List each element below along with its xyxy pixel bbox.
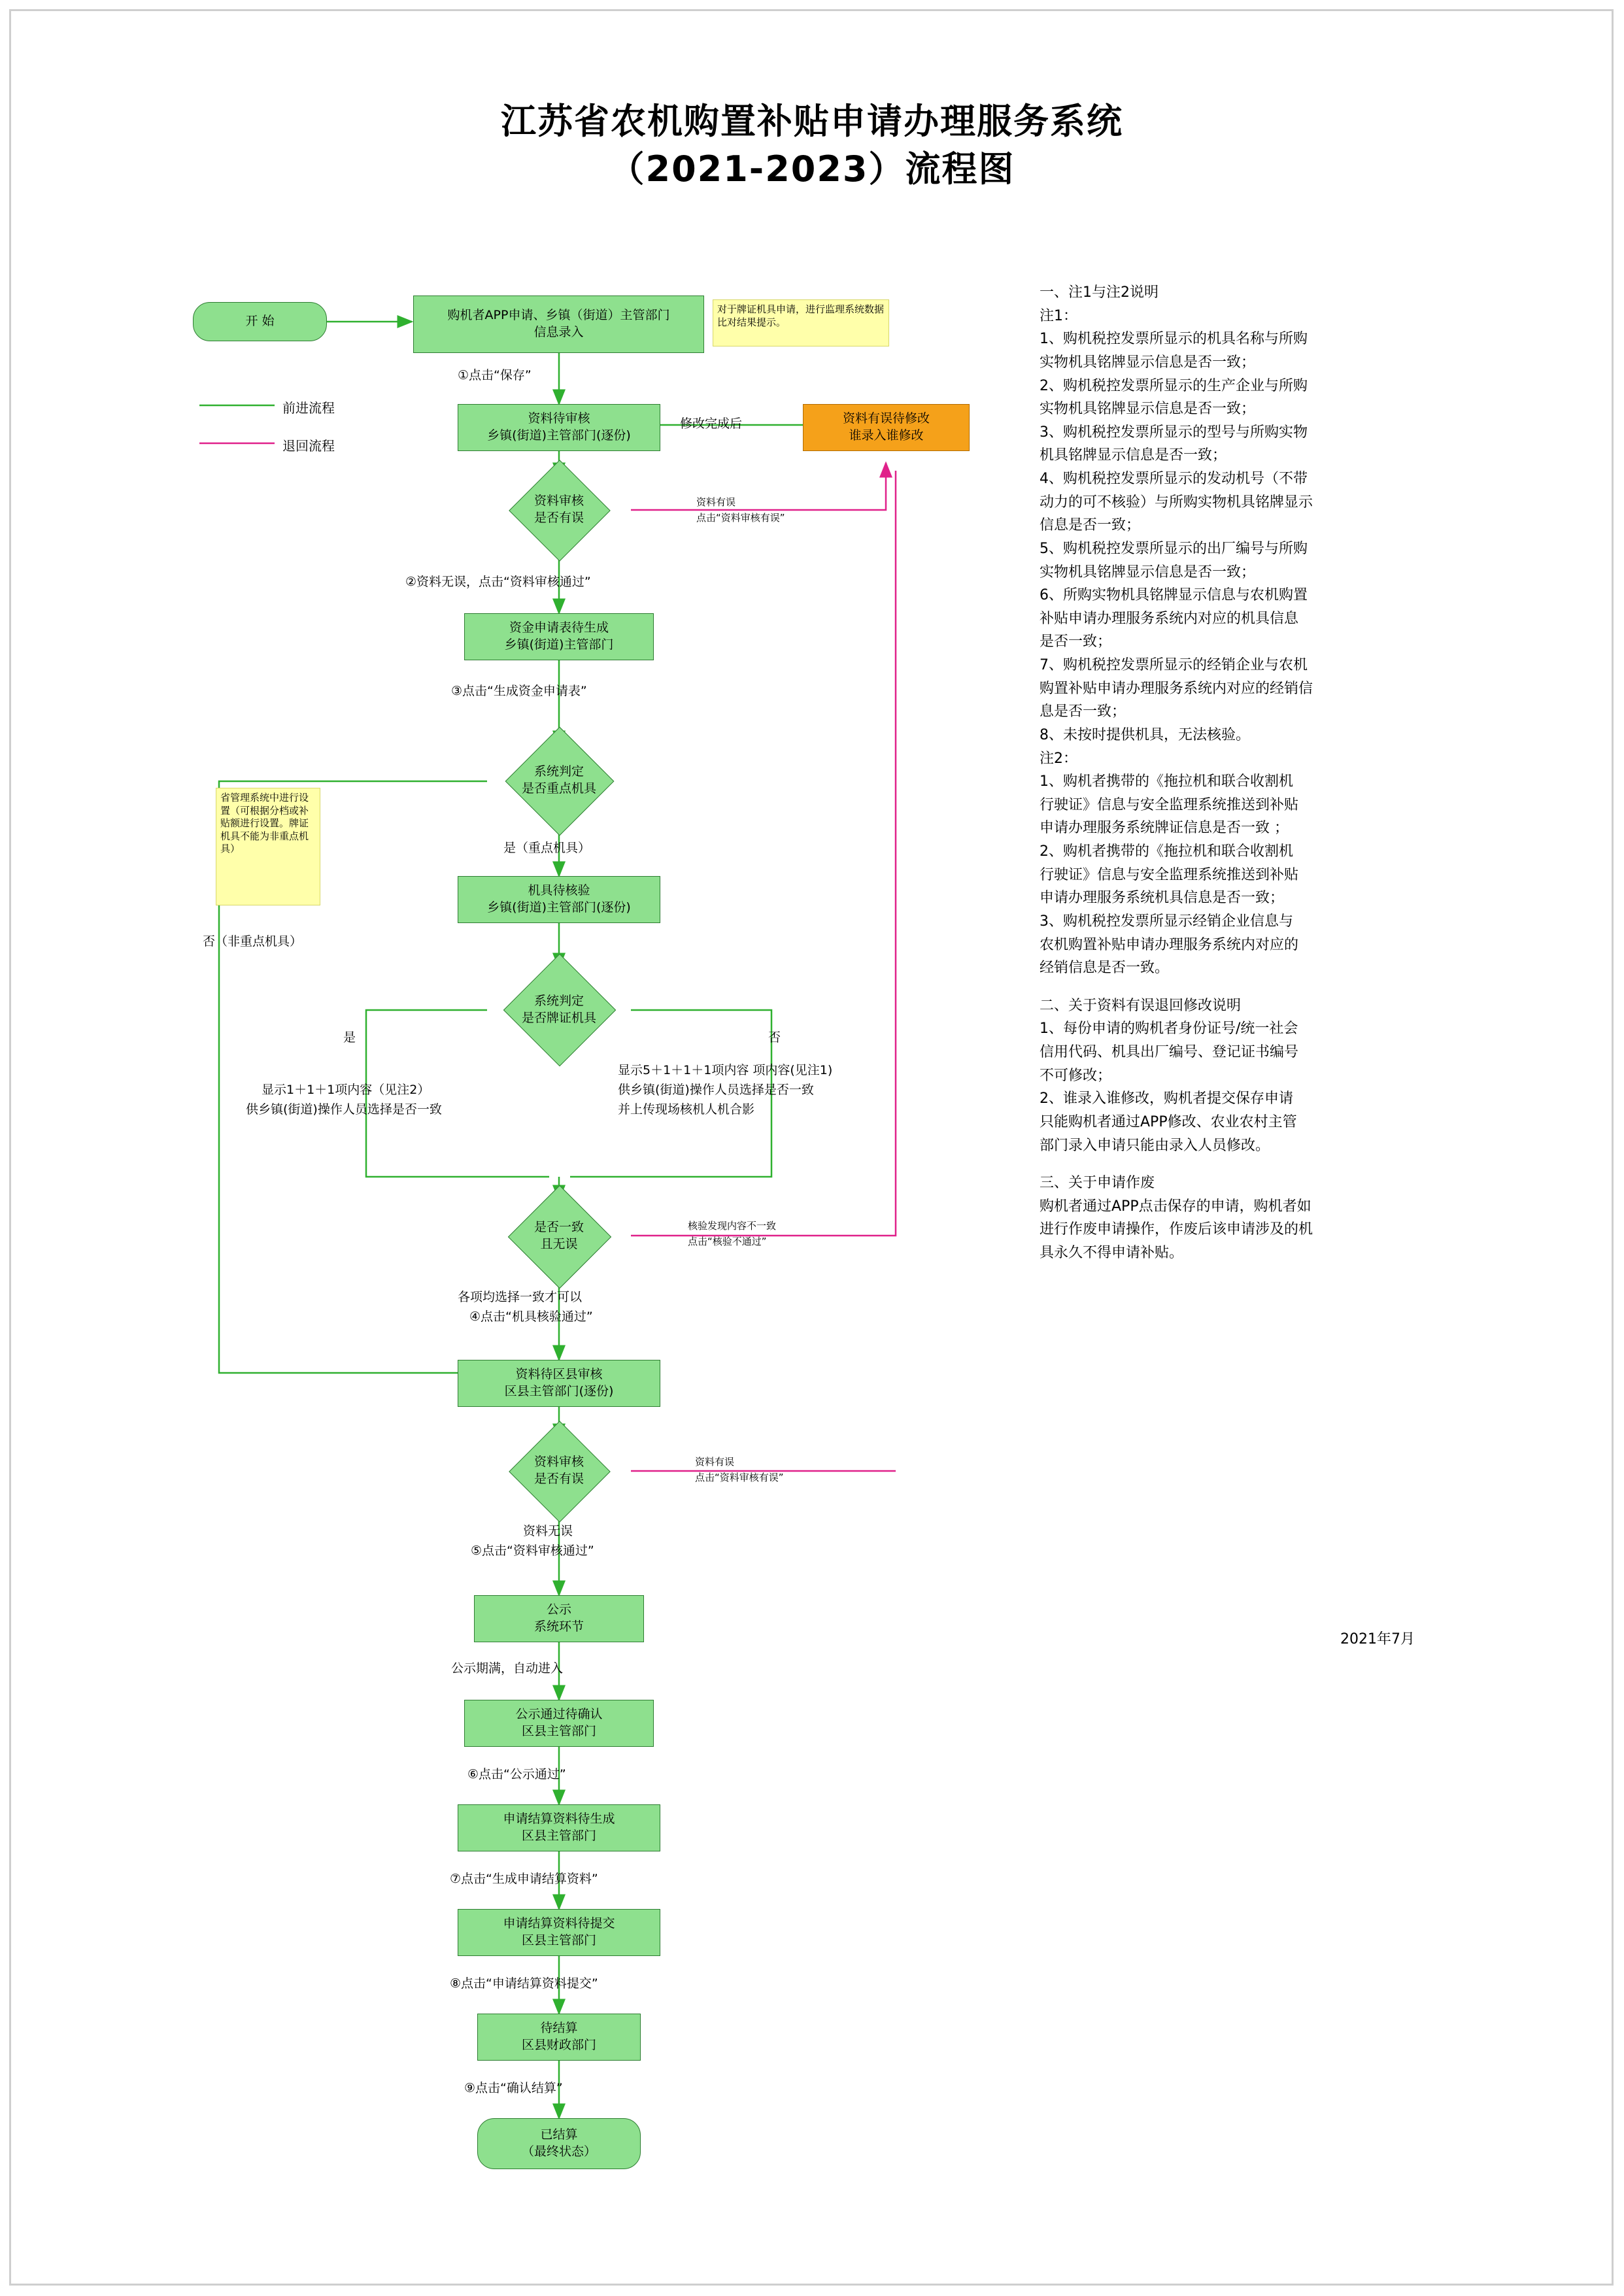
- node-review-pending[interactable]: [458, 404, 660, 451]
- note1-line: 动力的可不核验）与所购实物机具铭牌显示: [1040, 494, 1313, 511]
- note1-line: 7、购机税控发票所显示的经销企业与农机: [1040, 657, 1308, 673]
- node-settlement-generate[interactable]: [458, 1804, 660, 1851]
- note2-line: 农机购置补贴申请办理服务系统内对应的: [1040, 936, 1299, 953]
- edge-label-11b: ④点击“机具核验通过”: [469, 1309, 593, 1324]
- node-start[interactable]: [193, 302, 327, 341]
- note2-line: 3、购机税控发票所显示经销企业信息与: [1040, 913, 1293, 930]
- note1-line: 实物机具铭牌显示信息是否一致；: [1040, 401, 1256, 418]
- node-county-review[interactable]: [458, 1360, 660, 1407]
- node-publicity-line1: 公示: [546, 1602, 571, 1617]
- decision-review-line1: 资料审核: [533, 494, 584, 509]
- edge-label-13a: 资料无误: [523, 1524, 573, 1538]
- note2-line: 2、购机者携带的《拖拉机和联合收割机: [1040, 843, 1293, 860]
- edge-label-2: 修改完成后: [680, 416, 743, 431]
- node-error-fix[interactable]: [803, 404, 970, 451]
- note2-line: 申请办理服务系统牌证信息是否一致 ；: [1040, 820, 1289, 837]
- edge-label-13b: ⑤点击“资料审核通过”: [471, 1544, 594, 1558]
- decision-key-machine-line2: 是否重点机具: [521, 781, 596, 796]
- edge-label-10a: 核验发现内容不一致: [688, 1220, 777, 1232]
- notes-section3-title: 三、关于申请作废: [1040, 1175, 1155, 1192]
- edge-label-9c: 供乡镇(街道)操作人员选择是否一致: [618, 1083, 814, 1097]
- decision-plate-machine-line2: 是否牌证机具: [521, 1010, 596, 1025]
- decision-plate-machine-line1: 系统判定: [533, 993, 584, 1008]
- node-settlement-submit-line1: 申请结算资料待提交: [503, 1916, 615, 1931]
- node-review-pending-line2: 乡镇(街道)主管部门(逐份): [487, 428, 631, 443]
- note1-line: 1、购机税控发票所显示的机具名称与所购: [1040, 331, 1308, 348]
- note1-line: 8、未按时提供机具，无法核验。: [1040, 726, 1250, 743]
- edge-label-16: ⑦点击“生成申请结算资料”: [450, 1872, 598, 1886]
- section2-line: 信用代码、机具出厂编号、登记证书编号: [1040, 1044, 1299, 1060]
- node-publicity-line2: 系统环节: [533, 1619, 584, 1634]
- decision-key-machine[interactable]: [481, 742, 637, 819]
- decision-review[interactable]: [487, 474, 631, 546]
- node-settlement-generate-line1: 申请结算资料待生成: [503, 1812, 615, 1827]
- decision-key-machine-line1: 系统判定: [533, 764, 584, 779]
- notes-section1-title: 一、注1与注2说明: [1040, 284, 1159, 301]
- decision-consistent[interactable]: [487, 1200, 631, 1273]
- node-fund-table[interactable]: [464, 613, 654, 660]
- node-review-pending-line1: 资料待审核: [528, 411, 590, 426]
- edge-label-1: ①点击“保存”: [458, 368, 532, 382]
- note1-line: 补贴申请办理服务系统内对应的机具信息: [1040, 610, 1299, 627]
- node-settlement-submit[interactable]: [458, 1909, 660, 1956]
- section3-line: 进行作废申请操作，作废后该申请涉及的机: [1040, 1221, 1313, 1238]
- note1-line: 购置补贴申请办理服务系统内对应的经销信: [1040, 680, 1313, 697]
- note-plate-comparison-text: 对于牌证机具申请，进行监理系统数据比对结果提示。: [717, 303, 885, 328]
- note1-line: 实物机具铭牌显示信息是否一致；: [1040, 354, 1256, 371]
- edge-label-8c: 供乡镇(街道)操作人员选择是否一致: [246, 1102, 442, 1117]
- node-entry-line2: 信息录入: [533, 325, 584, 339]
- section2-line: 只能购机者通过APP修改、农业农村主管: [1040, 1113, 1297, 1130]
- node-fund-table-line2: 乡镇(街道)主管部门: [504, 637, 614, 652]
- node-machine-check-line1: 机具待核验: [528, 883, 590, 898]
- notes-note2-title: 注2：: [1040, 750, 1077, 767]
- note1-line: 6、所购实物机具铭牌显示信息与农机购置: [1040, 587, 1308, 604]
- document-date: 2021年7月: [1340, 1631, 1415, 1647]
- edge-label-7: 否（非重点机具）: [203, 934, 303, 949]
- page-title-line1: 江苏省农机购置补贴申请办理服务系统: [501, 101, 1123, 142]
- edge-label-5: ③点击“生成资金申请表”: [451, 684, 587, 698]
- edge-label-9d: 并上传现场核机人机合影: [618, 1102, 755, 1117]
- edge-label-14: 公示期满，自动进入: [451, 1661, 564, 1676]
- node-settlement-submit-line2: 区县主管部门: [521, 1933, 596, 1948]
- node-fund-table-line1: 资金申请表待生成: [509, 620, 609, 635]
- node-start-label: 开 始: [245, 314, 275, 329]
- edge-label-12b: 点击“资料审核有误”: [695, 1472, 784, 1483]
- node-publicity-confirm[interactable]: [464, 1700, 654, 1747]
- note-key-machine-setting: [216, 788, 320, 905]
- note1-line: 5、购机税控发票所显示的出厂编号与所购: [1040, 540, 1308, 557]
- edge-label-18: ⑨点击“确认结算”: [464, 2081, 563, 2095]
- node-wait-settlement-line2: 区县财政部门: [521, 2038, 596, 2052]
- edge-label-17: ⑧点击“申请结算资料提交”: [450, 1976, 598, 1991]
- note1-line: 4、购机税控发票所显示的发动机号（不带: [1040, 471, 1308, 487]
- note1-line: 2、购机税控发票所显示的生产企业与所购: [1040, 377, 1308, 394]
- node-publicity[interactable]: [474, 1595, 644, 1642]
- edge-label-6: 是（重点机具）: [503, 841, 591, 855]
- note1-line: 机具铭牌显示信息是否一致；: [1040, 447, 1227, 464]
- page-title-line2: （2021-2023）流程图: [609, 148, 1015, 190]
- section2-line: 1、每份申请的购机者身份证号/统一社会: [1040, 1021, 1298, 1038]
- note2-line: 行驶证》信息与安全监理系统推送到补贴: [1040, 866, 1299, 883]
- note1-line: 息是否一致；: [1040, 703, 1126, 720]
- edge-label-3a: 资料有误: [696, 496, 736, 508]
- decision-review-line2: 是否有误: [533, 511, 584, 525]
- decision-consistent-line1: 是否一致: [533, 1220, 584, 1235]
- note1-line: 是否一致；: [1040, 633, 1112, 650]
- node-publicity-confirm-line2: 区县主管部门: [521, 1724, 596, 1738]
- edge-label-12a: 资料有误: [695, 1456, 735, 1468]
- note-key-machine-setting-text: 省管理系统中进行设置（可根据分档或补贴额进行设置。牌证机具不能为非重点机具）: [220, 792, 309, 854]
- edge-label-15: ⑥点击“公示通过”: [467, 1767, 566, 1781]
- node-settlement-generate-line2: 区县主管部门: [521, 1829, 596, 1843]
- node-settled-line2: （最终状态）: [521, 2144, 596, 2159]
- notes-panel: [1040, 281, 1556, 1265]
- note2-line: 申请办理服务系统机具信息是否一致；: [1040, 890, 1285, 907]
- decision-county-review-line2: 是否有误: [533, 1472, 584, 1486]
- decision-consistent-line2: 且无误: [540, 1237, 578, 1251]
- edge-label-9b: 显示5＋1＋1＋1项内容 项内容(见注1): [618, 1063, 833, 1077]
- note1-line: 3、购机税控发票所显示的型号与所购实物: [1040, 424, 1308, 441]
- decision-county-review[interactable]: [487, 1435, 631, 1507]
- note1-line: 实物机具铭牌显示信息是否一致；: [1040, 564, 1256, 581]
- node-machine-check[interactable]: [458, 876, 660, 923]
- note1-line: 信息是否一致；: [1040, 517, 1141, 534]
- edge-label-8b: 显示1＋1＋1项内容（见注2）: [262, 1083, 430, 1097]
- note-plate-comparison: [713, 299, 889, 346]
- section2-line: 部门录入申请只能由录入人员修改。: [1040, 1137, 1270, 1154]
- section3-line: 购机者通过APP点击保存的申请，购机者如: [1040, 1198, 1311, 1215]
- node-machine-check-line2: 乡镇(街道)主管部门(逐份): [487, 900, 631, 915]
- node-error-fix-line2: 谁录入谁修改: [849, 428, 924, 443]
- note2-line: 行驶证》信息与安全监理系统推送到补贴: [1040, 796, 1299, 813]
- section3-line: 具永久不得申请补贴。: [1040, 1245, 1184, 1261]
- node-county-review-line1: 资料待区县审核: [515, 1367, 603, 1382]
- note2-line: 1、购机者携带的《拖拉机和联合收割机: [1040, 773, 1293, 790]
- edge-label-11a: 各项均选择一致才可以: [458, 1290, 583, 1304]
- notes-section2-title: 二、关于资料有误退回修改说明: [1040, 997, 1242, 1014]
- node-publicity-confirm-line1: 公示通过待确认: [515, 1707, 603, 1722]
- edge-label-10b: 点击“核验不通过”: [688, 1236, 767, 1247]
- decision-plate-machine[interactable]: [481, 969, 637, 1051]
- node-county-review-line2: 区县主管部门(逐份): [504, 1384, 614, 1398]
- node-settled[interactable]: [477, 2118, 641, 2169]
- edge-label-4: ②资料无误，点击“资料审核通过”: [405, 575, 591, 589]
- notes-note1-title: 注1：: [1040, 307, 1077, 324]
- node-entry[interactable]: [413, 295, 704, 353]
- legend-forward-label: 前进流程: [282, 400, 335, 416]
- section2-line: 2、谁录入谁修改，购机者提交保存申请: [1040, 1090, 1293, 1107]
- edge-label-3b: 点击“资料审核有误”: [696, 512, 785, 524]
- node-error-fix-line1: 资料有误待修改: [842, 411, 930, 426]
- legend-back-label: 退回流程: [282, 438, 335, 454]
- node-wait-settlement-line1: 待结算: [540, 2021, 578, 2036]
- node-settled-line1: 已结算: [540, 2127, 578, 2142]
- node-wait-settlement[interactable]: [477, 2014, 641, 2061]
- note2-line: 经销信息是否一致。: [1040, 960, 1170, 977]
- decision-county-review-line1: 资料审核: [533, 1455, 584, 1470]
- edge-label-9a: 否: [768, 1030, 781, 1045]
- node-entry-line1: 购机者APP申请、乡镇（街道）主管部门: [447, 308, 670, 323]
- edge-label-8a: 是: [343, 1030, 356, 1045]
- section2-line: 不可修改；: [1040, 1067, 1112, 1084]
